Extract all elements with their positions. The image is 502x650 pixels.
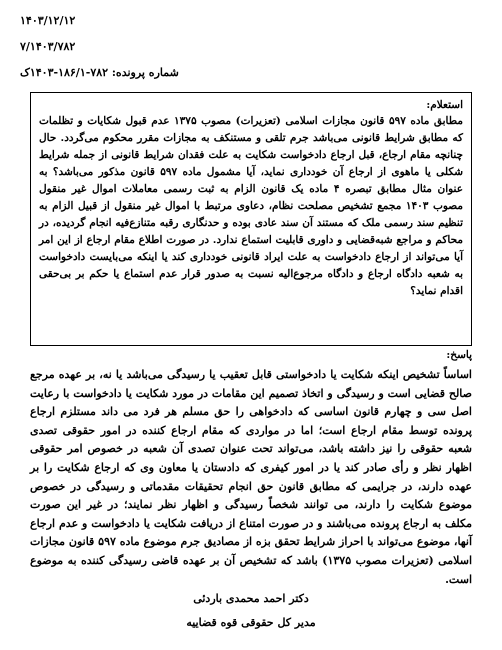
signatory-title: مدیر کل حقوقی قوه قضاییه: [186, 616, 316, 629]
answer-text: اساساً تشخیص اینکه شکایت یا دادخواستی قابل تعقیب یا رسیدگی می‌باشد یا نه، بر عهده مرجع صالح قضایی است و رسیدگی و اتخاذ تصمیم این مقامات در مورد شکایت یا دادخواست با رعایت اصل سی و چهارم قانون اساسی که دادخواهی را حق مسلم هر فرد می داند مستلزم ارجاع پرونده توسط مقام ارجاع است؛ اما در مواردی که مقام ارجاع کننده در امور حقوقی تصدی شعبه حقوقی را نیز داشته باشد، می‌تواند تحت عنوان تصدی آن شعبه در خصوص امر حقوقی اظهار نظر و رأی صادر کند یا در امور کیفری که دادستان یا معاون وی که ارجاع شکایت را بر عهده دارند، در جرایمی که مطابق قانون حق انجام تحقیقات مقدماتی و رسیدگی در خصوص موضوع شکایت را دارند، می توانند شخصاً رسیدگی و اظهار نظر نمایند؛ در غیر این صورت مکلف به ارجاع پرونده می‌باشند و در صورت امتناع از دریافت شکایت یا دادخواست و عدم ارجاع آنها، موضوع می‌تواند با احراز شرایط تحقق بزه از مصادیق جرم موضوع ماده ۵۹۷ قانون مجازات اسلامی (تعزیرات مصوب ۱۳۷۵) باشد که تشخیص آن بر عهده قاضی رسیدگی کننده به موضوع است.: [29, 368, 472, 586]
signatory-name: دکتر احمد محمدی باردئی: [193, 592, 309, 605]
answer-heading: پاسخ:: [446, 349, 472, 361]
letter-date: ۱۴۰۳/۱۲/۱۲: [20, 14, 76, 27]
file-number: شماره پرونده: ۷۸۲-۱۸۶/۱-۱۴۰۳ک: [20, 66, 179, 79]
inquiry-text: مطابق ماده ۵۹۷ قانون مجازات اسلامی (تعزیرات) مصوب ۱۳۷۵ عدم قبول شکایات و تظلمات که مطابق شرایط قانونی می‌باشد جرم تلقی و مستنکف به مجازات مقرر محکوم می‌گردد. حال چنانچه مقام ارجاع، قبل ارجاع دادخواست شکایت به علت فقدان شرایط قانونی از جمله شرایط شکلی یا ماهوی از ارجاع آن خودداری نماید، آیا مشمول ماده ۵۹۷ قانون مذکور می‌باشد؟ به عنوان مثال مطابق تبصره ۴ ماده یک قانون الزام به ثبت رسمی معاملات اموال غیر منقول مصوب ۱۴۰۳ مجمع تشخیص مصلحت نظام، دعاوی مرتبط با اموال غیر منقول از قبیل الزام به تنظیم سند رسمی ملک که مستند آن سند عادی بوده و حدنگاری رقبه متنازع‌فیه انجام گردیده، در محاکم و مراجع شبه‌قضایی و داوری قابلیت استماع ندارد. در صورت اطلاع مقام ارجاع از این امر آیا می‌تواند از ارجاع دادخواست به علت ایراد قانونی خودداری کند یا اینکه می‌بایست دادخواست به شعبه دادگاه ارجاع و دادگاه مرجوع‌الیه نسبت به صدور قرار عدم استماع یا حکم بر بی‌حقی اقدام نماید؟: [39, 115, 463, 297]
letter-number: ۷/۱۴۰۳/۷۸۲: [20, 40, 76, 53]
inquiry-heading: استعلام:: [426, 99, 463, 111]
inquiry-box: [30, 92, 472, 346]
